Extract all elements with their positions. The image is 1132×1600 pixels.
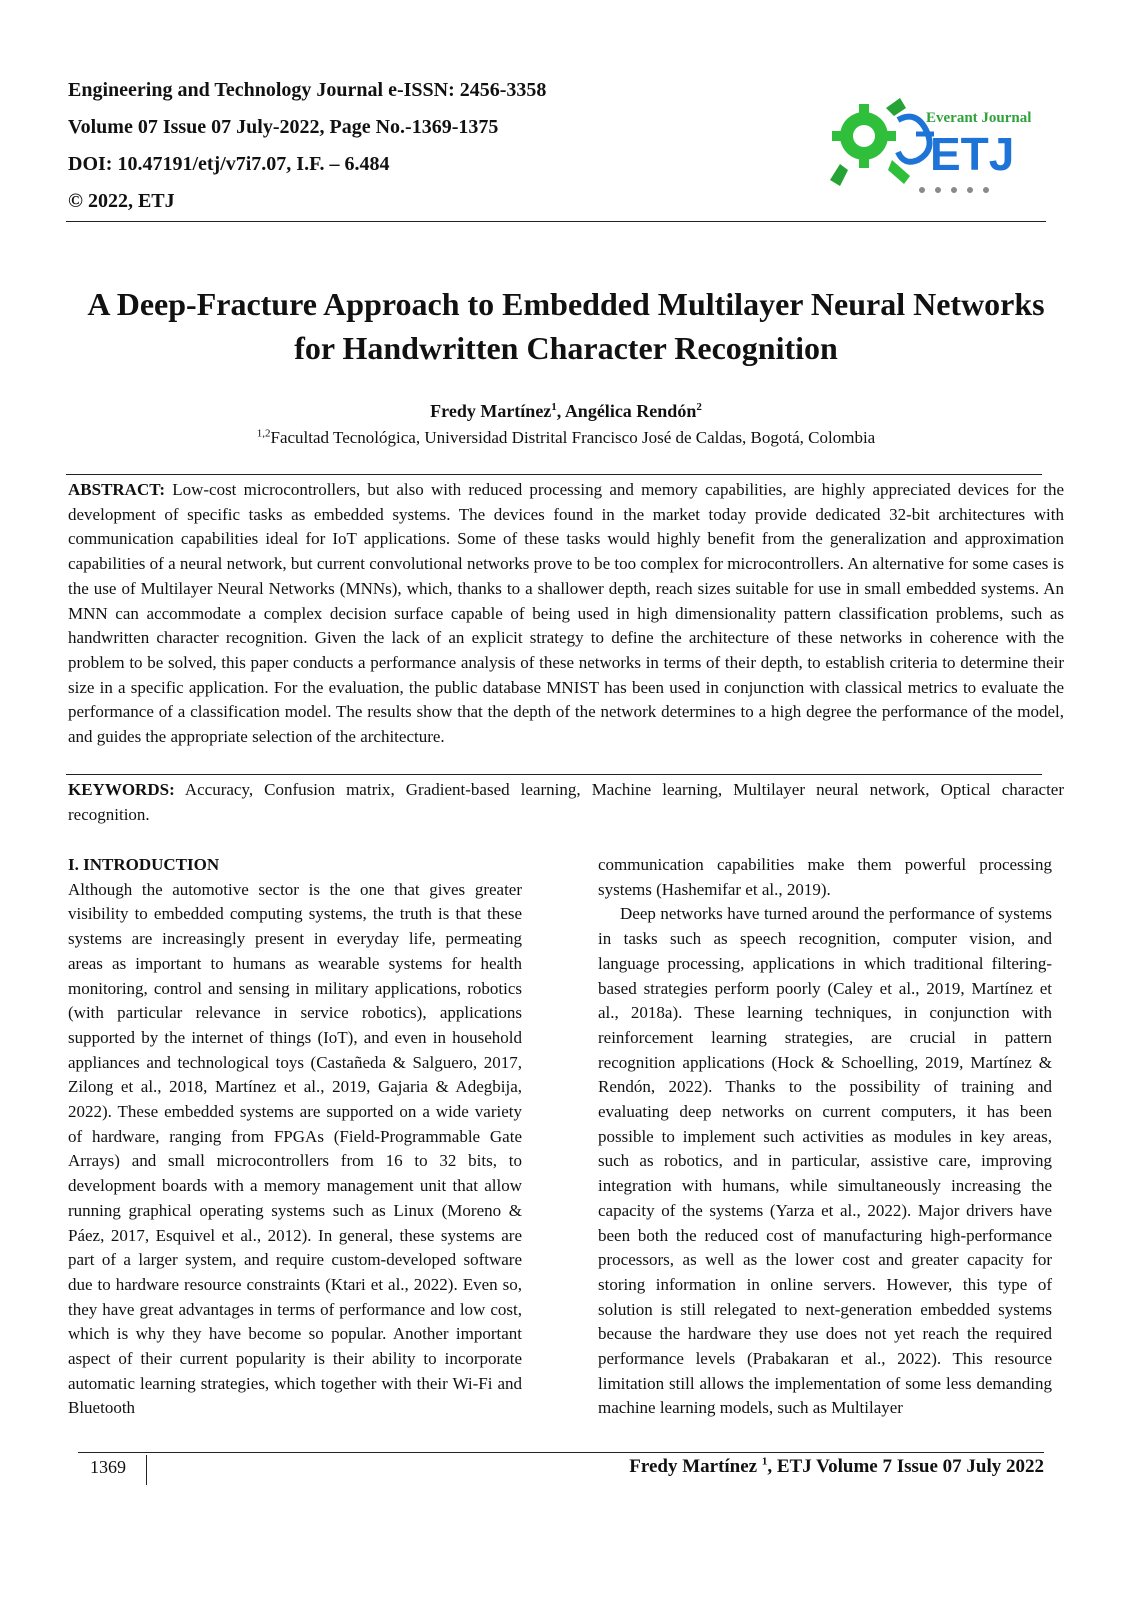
footer-citation [629, 1456, 1044, 1478]
journal-doi: DOI: 10.47191/etj/v7i7.07, I.F. – 6.484 [68, 153, 390, 175]
abstract-text: Low-cost microcontrollers, but also with reduced processing and memory capabilities, are highly appreciated devices for the development of specific tasks as embedded systems. The devices found in the market today provide dedicated 32-bit architectures with communication capabilities ideal for IoT applications. Some of these tasks would highly benefit from the generalization and approximation capabilities of a neural network, but current convolutional networks prove to be too complex for microcontrollers. An alternative for some cases is the use of Multilayer Neural Networks (MNNs), which, thanks to a shallower depth, reach sizes suitable for use in small embedded systems. An MNN can accommodate a complex decision surface capable of being used in high dimensionality pattern classification problems, such as handwritten character recognition. Given the lack of an explicit strategy to define the architecture of these networks in coherence with the problem to be solved, this paper conducts a performance analysis of these networks in terms of their depth, to establish criteria to determine their size in a specific application. For the evaluation, the public database MNIST has been used in conjunction with classical metrics to evaluate the performance of a classification model. The results show that the depth of the network determines to a high degree the performance of the model, and guides the appropriate selection of the architecture. [68, 480, 1064, 747]
keywords-text: Accuracy, Confusion matrix, Gradient-based learning, Machine learning, Multilayer neural network, Optical character recognition. [68, 780, 1064, 824]
abstract-label: ABSTRACT: [68, 480, 165, 499]
right-column [598, 853, 1052, 1421]
affiliation-sup: 1,2 [256, 427, 271, 440]
logo-main-text: ETJ [930, 128, 1015, 180]
footer-author-sup: 1 [761, 1455, 768, 1468]
gear-icon [830, 98, 910, 186]
journal-header [68, 78, 768, 226]
footer-author: Fredy Martínez [629, 1456, 762, 1477]
header-rule [66, 221, 1046, 222]
author-line [68, 400, 1064, 422]
paper-title: A Deep-Fracture Approach to Embedded Multilayer Neural Networks for Handwritten Character Recognition [87, 286, 1045, 366]
logo-top-text: Everant Journal [926, 110, 1032, 126]
page-number: 1369 [90, 1457, 126, 1477]
intro-paragraph-left: Although the automotive sector is the one that gives greater visibility to embedded computing systems, the truth is that these systems are increasingly present in everyday life, permeating areas as important to humans as wearable systems for health monitoring, control and sensing in military applications, robotics (with particular relevance in service robotics), applications supported by the internet of things (IoT), and even in household appliances and technological toys (Castañeda & Salguero, 2017, Zilong et al., 2018, Martínez et al., 2019, Gajaria & Adegbija, 2022). These embedded systems are supported on a wide variety of hardware, ranging from FPGAs (Field-Programmable Gate Arrays) and small microcontrollers from 16 to 32 bits, to development boards with a memory management unit that allow running graphical operating systems such as Linux (Moreno & Páez, 2017, Esquivel et al., 2012). In general, these systems are part of a larger system, and require custom-developed software due to hardware resource constraints (Ktari et al., 2022). Even so, they have great advantages in terms of performance and low cost, which is why they have become so popular. Another important aspect of their current popularity is their ability to incorporate automatic learning strategies, which together with their Wi-Fi and Bluetooth [68, 879, 522, 1418]
keywords-top-rule [66, 774, 1042, 775]
intro-paragraph-right-2: Deep networks have turned around the performance of systems in tasks such as speech recognition, computer vision, and language processing, applications in which traditional filtering-based strategies perform poorly (Caley et al., 2019, Martínez et al., 2018a). These learning techniques, in conjunction with reinforcement learning strategies, are crucial in pattern recognition applications (Hock & Schoelling, 2019, Martínez & Rendón, 2022). Thanks to the possibility of training and evaluating deep networks on current computers, it has been possible to implement such activities as modules in key areas, such as robotics, and in particular, assistive care, improving integration with humans, while simultaneously increasing the capacity of the systems (Yarza et al., 2022). Major drivers have been both the reduced cost of manufacturing high-performance processors, as well as the lower cost and greater capacity for storing information in online servers. However, this type of solution is still relegated to next-generation embedded systems because the hardware they use does not yet reach the required performance levels (Prabakaran et al., 2022). This resource limitation still allows the implementation of some less demanding machine learning models, such as Multilayer [598, 904, 1052, 1418]
author-2: Angélica Rendón [564, 401, 697, 421]
affiliation [68, 427, 1064, 449]
affiliation-text: Facultad Tecnológica, Universidad Distrital Francisco José de Caldas, Bogotá, Colombia [270, 428, 876, 447]
journal-volume: Volume 07 Issue 07 July-2022, Page No.-1369-1375 [68, 116, 499, 138]
author-1: Fredy Martínez [430, 401, 552, 421]
footer-journal-ref: , ETJ Volume 7 Issue 07 July 2022 [767, 1456, 1044, 1477]
intro-paragraph-right-1: communication capabilities make them powerful processing systems (Hashemifar et al., 2019). [598, 855, 1052, 899]
decorative-dots-icon [919, 187, 989, 193]
keywords [68, 778, 1064, 827]
abstract-top-rule [66, 474, 1042, 475]
author-1-sup: 1 [551, 401, 557, 413]
author-2-sup: 2 [696, 401, 702, 413]
section-heading-introduction: I. INTRODUCTION [68, 855, 220, 874]
abstract [68, 478, 1064, 750]
author-separator: , [556, 401, 565, 421]
left-column [68, 853, 522, 1421]
footer-rule [78, 1452, 1044, 1453]
keywords-label: KEYWORDS: [68, 780, 175, 799]
footer-divider [146, 1455, 147, 1485]
etj-logo [826, 90, 1036, 198]
journal-name: Engineering and Technology Journal e-ISSN: 2456-3358 [68, 79, 547, 101]
journal-copyright: © 2022, ETJ [68, 190, 175, 212]
